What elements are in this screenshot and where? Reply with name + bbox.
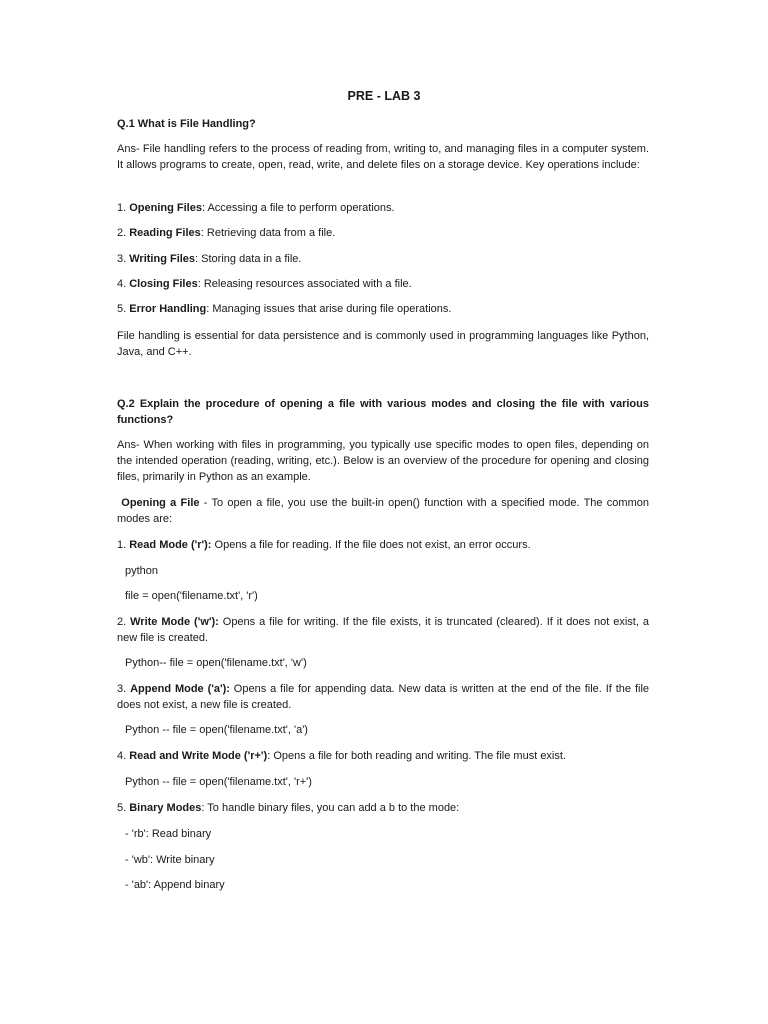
q1-heading: Q.1 What is File Handling? bbox=[117, 118, 256, 130]
q1-item-1: 1. Opening Files: Accessing a file to perform operations. bbox=[117, 202, 395, 214]
code-write: Python-- file = open('filename.txt', 'w') bbox=[125, 657, 307, 669]
binary-mode-rb: - 'rb': Read binary bbox=[125, 828, 212, 840]
q1-item-4: 4. Closing Files: Releasing resources associated with a file. bbox=[117, 278, 412, 290]
q1-answer: Ans- File handling refers to the process of reading from, writing to, and managing files in a computer system. It allows programs to create, open, read, write, and delete files on a storage device. Key operations include: bbox=[117, 143, 649, 171]
q1-conclusion: File handling is essential for data persistence and is commonly used in programming languages like Python, Java, and C++. bbox=[117, 330, 649, 358]
binary-mode-wb: - 'wb': Write binary bbox=[125, 854, 215, 866]
mode-write: 2. Write Mode ('w'): Opens a file for writing. If the file exists, it is truncated (cleared). If it does not exist, a new file is created. bbox=[117, 616, 649, 644]
q2-opening-paragraph: Opening a File - To open a file, you use the built-in open() function with a specified mode. The common modes are: bbox=[117, 497, 649, 525]
code-readwrite: Python -- file = open('filename.txt', 'r+') bbox=[125, 776, 312, 788]
code-python-label: python bbox=[125, 565, 159, 577]
mode-readwrite: 4. Read and Write Mode ('r+'): Opens a file for both reading and writing. The file must exist. bbox=[117, 750, 566, 762]
q1-item-2: 2. Reading Files: Retrieving data from a file. bbox=[117, 227, 336, 239]
q1-item-5: 5. Error Handling: Managing issues that arise during file operations. bbox=[117, 303, 452, 315]
q2-answer: Ans- When working with files in programming, you typically use specific modes to open files, depending on the intended operation (reading, writing, etc.). Below is an overview of the procedure for opening and closing files, primarily in Python as an example. bbox=[117, 439, 649, 483]
code-read: file = open('filename.txt', 'r') bbox=[125, 590, 258, 602]
binary-mode-ab: - 'ab': Append binary bbox=[125, 879, 225, 891]
mode-read: 1. Read Mode ('r'): Opens a file for reading. If the file does not exist, an error occurs. bbox=[117, 539, 531, 551]
mode-binary: 5. Binary Modes: To handle binary files, you can add a b to the mode: bbox=[117, 802, 460, 814]
mode-append: 3. Append Mode ('a'): Opens a file for appending data. New data is written at the end of the file. If the file does not exist, a new file is created. bbox=[117, 683, 650, 711]
q2-heading: Q.2 Explain the procedure of opening a file with various modes and closing the file with various functions? bbox=[117, 398, 649, 426]
code-append: Python -- file = open('filename.txt', 'a') bbox=[125, 724, 308, 736]
page-title: PRE - LAB 3 bbox=[347, 89, 421, 103]
q1-item-3: 3. Writing Files: Storing data in a file. bbox=[117, 253, 302, 265]
